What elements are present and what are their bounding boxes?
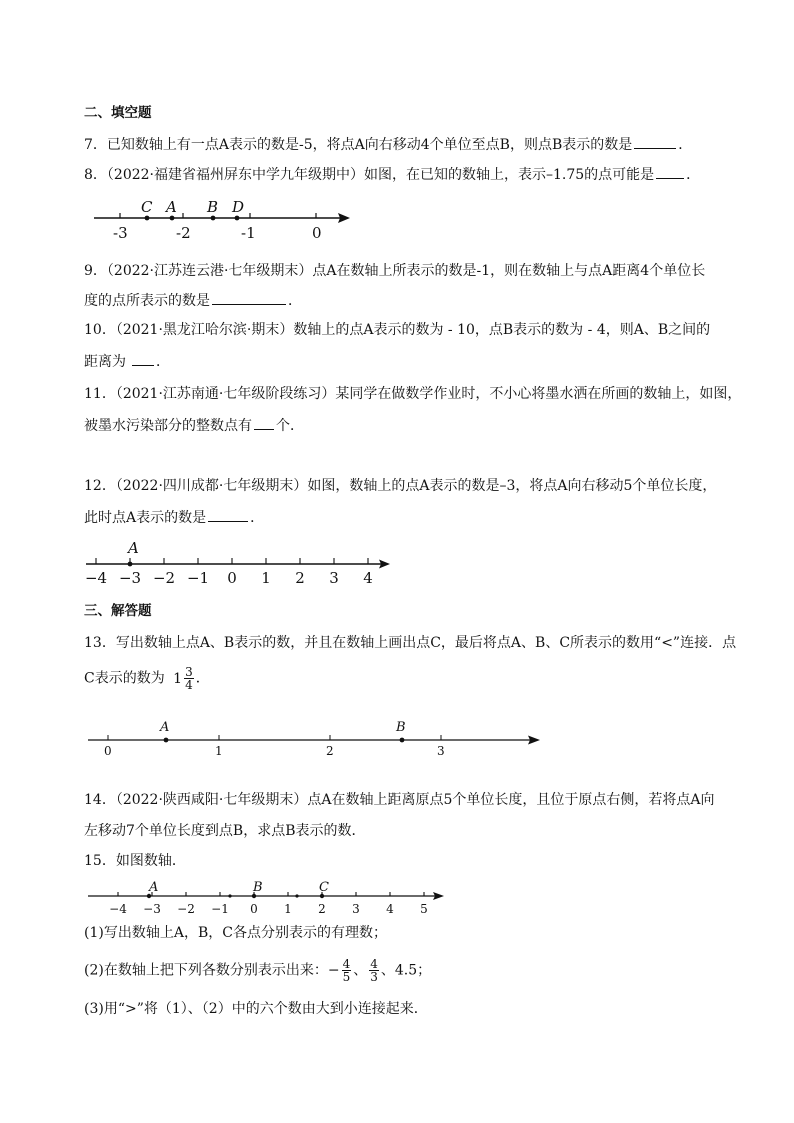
punctuation: ． [686,167,701,183]
fraction-denominator: 3 [370,970,378,984]
tick-label: 5 [420,902,428,916]
question-15-part-2 [84,958,431,983]
punctuation: ． [156,354,170,370]
question-10-text: 距离为 [84,354,126,370]
question-11-line-2 [84,416,304,435]
tick-label: −2 [177,902,195,916]
tick-label: 4 [386,902,394,916]
separator: 、 [353,962,368,979]
question-11-line-1: 11．（2021·江苏南通·七年级阶段练习）某同学在做数学作业时，不小心将墨水洒在所画的数轴上，如图， [84,386,742,402]
tick-group [85,558,373,587]
question-12-line-1: 12．（2022·四川成都·七年级期末）如图，数轴上的点A表示的数是–3，将点A向右移动5个单位长度， [84,478,717,494]
point-dot [228,894,231,897]
question-11-text: 被墨水污染部分的整数点有 [84,418,252,434]
question-9-text: 度的点所表示的数是 [84,293,210,309]
punctuation: ． [195,670,210,687]
tick-label: −3 [143,902,161,916]
point-label-A: A [149,880,159,895]
part-2-text: (2)在数轴上把下列各数分别表示出来： [84,962,328,979]
point-label-C: C [141,198,153,216]
answer-blank[interactable] [132,352,154,366]
point-label-A: A [166,198,177,216]
tick-label: −2 [152,569,176,587]
section-heading-fill-in: 二、填空题 [84,105,152,121]
q13-number-line [86,716,546,760]
question-12-text: 此时点A表示的数是 [84,510,207,526]
q8-number-line [86,192,366,244]
fraction-denominator: 4 [185,678,193,692]
point-B-dot [400,738,405,743]
point-label-B: B [253,880,263,895]
question-7 [84,135,692,154]
q12-number-line [84,536,404,588]
tick-label: −4 [109,902,127,916]
question-8-text: 8．（2022·福建省福州屏东中学九年级期中）如图，在已知的数轴上，表示–1.75的点可能是 [84,167,655,183]
question-13-text: C表示的数为 [84,670,165,687]
question-13-line-1: 13．写出数轴上点A、B表示的数，并且在数轴上画出点C，最后将点A、B、C所表示的数用“<”连接．点 [84,635,737,651]
section-heading-answer: 三、解答题 [84,603,152,619]
tick-label: -1 [241,224,256,242]
question-15-part-1: (1)写出数轴上A，B，C各点分别表示的有理数； [84,925,387,941]
tick-label: −3 [118,569,142,587]
tick-label: 4 [363,569,373,587]
question-13-line-2 [84,666,210,691]
point-label-B: B [207,198,219,216]
answer-blank[interactable] [634,135,676,149]
part-2-end: 、4.5； [380,962,432,979]
tick-label: 1 [261,569,271,587]
tick-label: 2 [295,569,305,587]
tick-label: -3 [113,224,128,242]
punctuation: 个． [276,418,304,434]
minus-sign: − [327,962,340,979]
fraction [369,958,379,983]
fraction-numerator: 4 [342,957,351,971]
tick-label: 2 [326,744,334,758]
tick-label: 0 [227,569,237,587]
question-9-line-2 [84,291,302,310]
point-label-A: A [128,539,139,557]
question-15-title: 15．如图数轴． [84,853,186,869]
answer-blank[interactable] [208,508,248,522]
tick-label: −1 [186,569,210,587]
tick-label: −4 [84,569,108,587]
fraction-denominator: 5 [342,970,351,984]
tick-label: -2 [176,224,191,242]
point-B-dot [211,216,216,221]
point-A-dot [164,738,169,743]
tick-label: 1 [215,744,223,758]
mixed-number-whole: 1 [173,670,183,687]
fraction [342,958,352,983]
question-9-line-1: 9．（2022·江苏连云港·七年级期末）点A在数轴上所表示的数是-1，则在数轴上与点A距离4个单位长 [84,263,706,279]
point-label-C: C [319,880,329,895]
point-C-dot [145,216,150,221]
point-D-dot [235,216,240,221]
point-A-dot [128,562,133,567]
point-dot [295,894,298,897]
tick-label: −1 [211,902,229,916]
question-10-line-1: 10．（2021·黑龙江哈尔滨·期末）数轴上的点A表示的数为 - 10，点B表示的数为 - 4，则A、B之间的 [84,322,711,338]
punctuation: ． [250,510,265,526]
punctuation: ． [288,293,302,309]
answer-blank[interactable] [656,165,684,179]
point-A-dot [170,216,175,221]
fraction-numerator: 3 [185,665,193,679]
punctuation: ． [678,137,693,153]
question-12-line-2 [84,508,264,527]
fraction [184,666,194,691]
tick-label: 2 [318,902,326,916]
question-14-line-1: 14．（2022·陕西咸阳·七年级期末）点A在数轴上距离原点5个单位长度，且位于原点右侧，若将点A向 [84,792,715,808]
tick-label: 0 [312,224,322,242]
tick-label: 0 [250,902,258,916]
question-7-text: 7．已知数轴上有一点A表示的数是-5，将点A向右移动4个单位至点B，则点B表示的数是 [84,137,633,153]
answer-blank[interactable] [212,291,286,305]
point-label-A: A [160,720,170,735]
question-14-line-2: 左移动7个单位长度到点B，求点B表示的数． [84,823,366,839]
tick-label: 3 [352,902,360,916]
question-10-line-2 [84,352,170,371]
tick-label: 1 [284,902,292,916]
tick-label: 0 [104,744,112,758]
point-label-B: B [396,720,406,735]
question-8 [84,165,700,184]
tick-label: 3 [329,569,339,587]
question-15-part-3: (3)用“>”将（1）、（2）中的六个数由大到小连接起来． [84,1001,428,1017]
point-label-D: D [232,198,245,216]
answer-blank[interactable] [254,416,274,430]
fraction-numerator: 4 [370,957,378,971]
tick-label: 3 [437,744,445,758]
q15-number-line [86,876,456,920]
